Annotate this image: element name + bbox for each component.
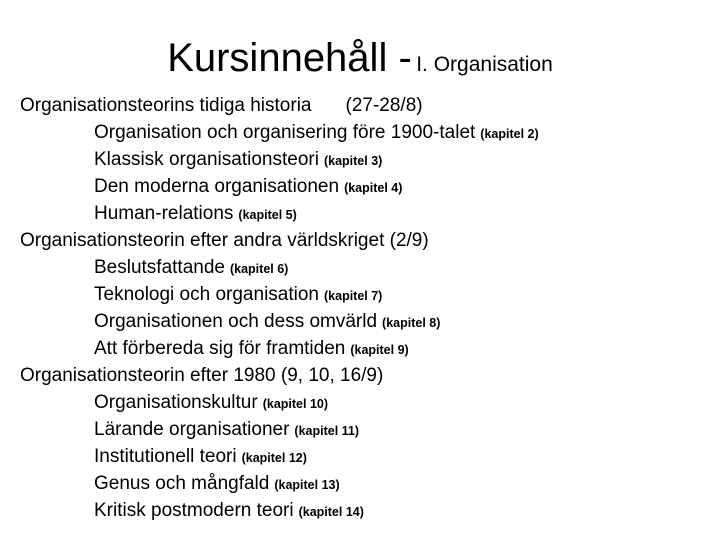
outline-item — [20, 416, 710, 443]
outline-item — [20, 173, 710, 200]
section-heading-text: Organisationsteorin efter 1980 (9, 10, 16/9) — [20, 365, 384, 386]
outline-item-text: Beslutsfattande — [94, 257, 225, 278]
chapter-ref: (kapitel 6) — [229, 262, 289, 276]
outline-item-text: Den moderna organisationen — [94, 176, 340, 197]
chapter-ref: (kapitel 5) — [238, 208, 297, 222]
outline-item-text: Kritisk postmodern teori — [94, 500, 294, 521]
outline-item — [20, 281, 710, 308]
outline-item-text: Organisationskultur — [94, 392, 258, 413]
outline-item-text: Klassisk organisationsteori — [94, 149, 319, 170]
outline-item — [20, 443, 710, 470]
outline-item — [20, 335, 710, 362]
chapter-ref: (kapitel 11) — [294, 424, 360, 438]
chapter-ref: (kapitel 8) — [382, 316, 441, 330]
section-heading — [20, 362, 710, 389]
outline-item — [20, 200, 710, 227]
slide-title — [0, 36, 720, 81]
chapter-ref: (kapitel 14) — [298, 505, 364, 519]
outline-item — [20, 119, 710, 146]
outline-item-text: Organisationen och dess omvärld — [94, 311, 378, 332]
outline-item-text: Genus och mångfald — [94, 473, 270, 494]
outline-item-text: Institutionell teori — [94, 446, 237, 467]
chapter-ref: (kapitel 12) — [241, 451, 307, 465]
outline-item — [20, 146, 710, 173]
outline-item-text: Att förbereda sig för framtiden — [94, 338, 346, 359]
section-heading-text: Organisationsteorin efter andra världskriget (2/9) — [20, 230, 429, 251]
section-heading — [20, 227, 710, 254]
chapter-ref: (kapitel 7) — [324, 289, 383, 303]
chapter-ref: (kapitel 13) — [274, 478, 340, 492]
outline-item-text: Organisation och organisering före 1900-talet — [94, 122, 476, 143]
chapter-ref: (kapitel 3) — [323, 154, 383, 168]
chapter-ref: (kapitel 2) — [480, 127, 539, 141]
outline-item — [20, 389, 710, 416]
outline-item — [20, 308, 710, 335]
slide-title-main: Kursinnehåll - — [167, 36, 412, 80]
outline-item-text: Human-relations — [94, 203, 234, 224]
course-outline — [20, 92, 710, 524]
section-heading — [20, 92, 710, 119]
section-heading-text: Organisationsteorins tidiga historia — [20, 95, 312, 116]
section-date: (27-28/8) — [345, 95, 423, 116]
chapter-ref: (kapitel 10) — [262, 397, 329, 411]
outline-item — [20, 497, 710, 524]
slide-title-sub: I. Organisation — [416, 53, 553, 76]
chapter-ref: (kapitel 9) — [350, 343, 409, 357]
outline-item — [20, 470, 710, 497]
outline-item-text: Teknologi och organisation — [94, 284, 319, 305]
outline-item-text: Lärande organisationer — [94, 419, 290, 440]
outline-item — [20, 254, 710, 281]
chapter-ref: (kapitel 4) — [344, 181, 403, 195]
